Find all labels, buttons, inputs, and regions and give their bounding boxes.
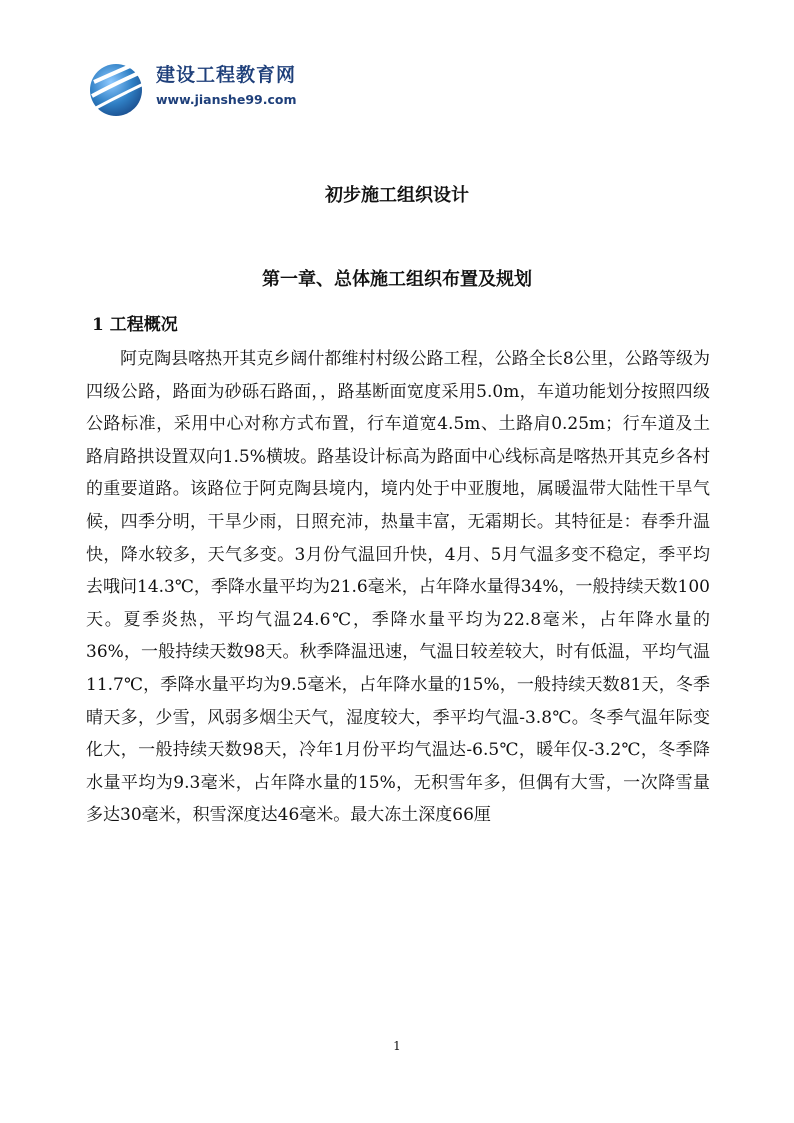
site-logo [86, 52, 326, 132]
site-url: www.jianshe99.com [156, 92, 297, 107]
globe-logo-icon [86, 52, 158, 124]
site-name: 建设工程教育网 [156, 64, 297, 86]
page-number: 1 [393, 1039, 401, 1053]
document-title: 初步施工组织设计 [325, 185, 469, 206]
body-paragraph: 阿克陶县喀热开其克乡阔什都维村村级公路工程，公路全长8公里，公路等级为四级公路，路面为砂砾石路面，，路基断面宽度采用5.0m，车道功能划分按照四级公路标准，采用中心对称方式布置，行车道宽4.5m、土路肩0.25m；行车道及土路肩路拱设置双向1.5%横坡。路基设计标高为路面中心线标高是喀热开其克乡各村的重要道路。该路位于阿克陶县境内，境内处于中亚腹地，属暖温带大陆性干旱气候，四季分明，干旱少雨，日照充沛，热量丰富，无霜期长。其特征是：春季升温快，降水较多，天气多变。3月份气温回升快，4月、5月气温多变不稳定，季平均去哦问14.3℃，季降水量平均为21.6毫米，占年降水量得34%，一般持续天数100天。夏季炎热，平均气温24.6℃，季降水量平均为22.8毫米，占年降水量的36%，一般持续天数98天。秋季降温迅速，气温日较差较大，时有低温，平均气温11.7℃，季降水量平均为9.5毫米，占年降水量的15%，一般持续天数81天，冬季晴天多，少雪，风弱多烟尘天气，湿度较大，季平均气温-3.8℃。冬季气温年际变化大，一般持续天数98天，冷年1月份平均气温达-6.5℃，暖年仅-3.2℃，冬季降水量平均为9.3毫米，占年降水量的15%，无积雪年多，但偶有大雪，一次降雪量多达30毫米，积雪深度达46毫米。最大冻土深度66厘 [86, 349, 710, 826]
section-heading: 1 工程概况 [92, 315, 178, 335]
chapter-title: 第一章、总体施工组织布置及规划 [262, 269, 532, 290]
